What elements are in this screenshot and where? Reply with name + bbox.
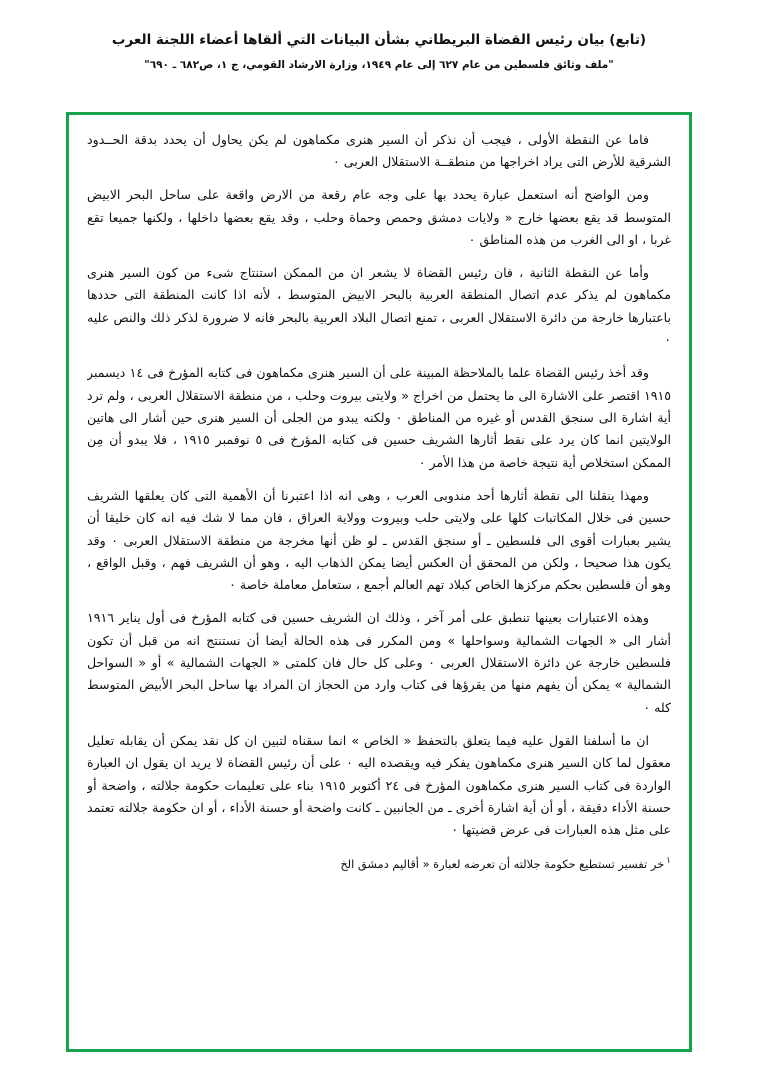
footnote-marker: ١ [666,855,671,866]
document-body [87,129,671,1039]
paragraph: ومهذا ينقلنا الى نقطة أثارها أحد مندوبى العرب ، وهى انه اذا اعتبرنا أن الأهمية التى كان يعلقها الشريف حسين فى خلال المكاتبات كلها على ولايتى حلب وبيروت وولاية العراق ، فان مما لا شك فيه انه كان خليقا أن يشير بعبارات أقوى الى فلسطين ـ أو سنجق القدس ـ لو ظن أنها مخرجة من منطقة الاستقلال العربى ٠ وقد يكون هذا صحيحا ، ولكن من المحقق أن العكس أيضا يمكن الذهاب اليه ، وهو أن الشريف فهم ، وقبل الواقع ، وهو أن فلسطين بحكم مركزها الخاص كبلاد تهم العالم أجمع ، ستعامل معاملة خاصة ٠ [87,487,671,593]
paragraph: ومن الواضح أنه استعمل عبارة يحدد بها على وجه عام رقعة من الارض واقعة على ساحل البحر الابيض المتوسط قد يقع بعضها خارج « ولايات دمشق وحمص وحماة وحلب ، وقد يقع بعضها داخلها ، ولكنها جميعا تقع غربا ، او الى الغرب من هذه المناطق ٠ [87,187,671,248]
paragraph: وهذه الاعتبارات بعينها تنطبق على أمر آخر ، وذلك ان الشريف حسين فى كتابه المؤرخ فى أول يناير ١٩١٦ أشار الى « الجهات الشمالية وسواحلها » ومن المكرر فى هذه الحالة أيضا أن نستنتج انه من قبل أن تكون فلسطين خارجة عن دائرة الاستقلال العربى ٠ وعلى كل حال فان كلمتى « الجهات الشمالية » أو « السواحل الشمالية » يمكن أن يفهم منها من يقرؤها فى كتاب وارد من الحجاز ان المراد بها ساحل البحر الأبيض المتوسط كله ٠ [87,610,671,715]
text-frame [66,112,692,1052]
source-citation: "ملف وثائق فلسطين من عام ٦٢٧ إلى عام ١٩٤٩، وزارة الارشاد القومي، ج ١، ص٦٨٢ ـ ٦٩٠" [144,59,614,72]
paragraph: وأما عن النقطة الثانية ، فان رئيس القضاة لا يشعر ان من الممكن استنتاج شىء من كون السير هنرى مكماهون لم يذكر عدم اتصال المنطقة العربية بالبحر الابيض المتوسط ، لأنه اذا كانت المنطقة التى حددها باعتبارها خارجة من دائرة الاستقلال العربى ، تمنع اتصال البلاد العربية بالبحر فانه لا ضرورة لذكر ذلك والنص عليه ٠ [87,265,671,348]
document-header [0,0,758,71]
paragraph: وقد أخذ رئيس القضاة علما بالملاحظة المبينة على أن السير هنرى مكماهون فى كتابه المؤرخ فى ١٤ ديسمبر ١٩١٥ اقتصر على الاشارة الى ما يحتمل من اخراج « ولايتى بيروت وحلب ، من منطقة الاستقلال العربى ، ولم ترد أية اشارة الى سنجق القدس أو غيره من المناطق ٠ ولكنه يبدو من الجلى أن السير هنرى حين أشار الى هاتين الولايتين انما كان يرد على نقط أثارها الشريف حسين فى كتابه المؤرخ فى ٥ نوفمبر ١٩١٥ ، فلا يبدو أن مِن الممكن استخلاص أية نتيجة خاصة من هذا الأمر ٠ [87,365,671,470]
paragraph: ان ما أسلفنا القول عليه فيما يتعلق بالتحفظ « الخاص » انما سقناه لتبين ان كل نقد يمكن أن يقابله تعليل معقول لما كان السير هنرى مكماهون يفكر فيه ويقصده اليه ٠ على أن رئيس القضاة لا يريد ان يقول ان العبارة الواردة فى كتاب السير هنرى مكماهون المؤرخ فى ٢٤ أكتوبر ١٩١٥ بناء على تعليمات حكومة جلالته ، واضحة أو حسنة الأداء دقيقة ، أو أن أية اشارة أخرى ـ من الجانبين ـ كانت واضحة أو حسنة الأداء ، أو ان حكومة جلالته تعتمد على مثل هذه العبارات فى عرض قضيتها ٠ [87,732,671,838]
footnote-text: خر تفسير تستطيع حكومة جلالته أن تعرضه لعبارة « أقاليم دمشق الخ [340,856,665,871]
paragraph: فاما عن النقطة الأولى ، فيجب أن نذكر أن السير هنرى مكماهون لم يكن يحاول أن يحدد بدقة الحــدود الشرقية للأرض التى يراد اخراجها من منطقــة الاستقلال العربى ٠ [87,132,671,170]
page-title: (تابع) بيان رئيس القضاة البريطاني بشأن البيانات التي ألقاها أعضاء اللجنة العرب [111,32,647,48]
footnote [87,850,671,873]
